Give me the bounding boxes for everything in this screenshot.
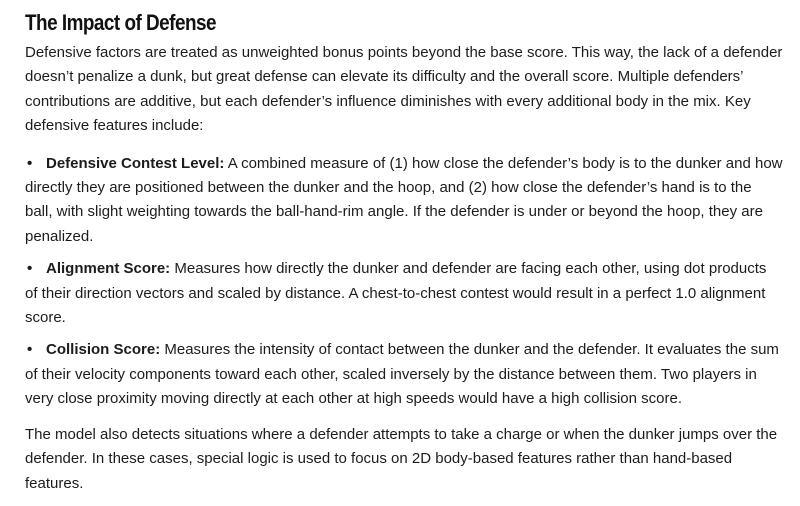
list-item bbox=[25, 257, 783, 330]
feature-term: Alignment Score: bbox=[46, 260, 171, 278]
feature-term: Defensive Contest Level: bbox=[46, 154, 225, 172]
intro-paragraph: Defensive factors are treated as unweighted bonus points beyond the base score. This way, the lack of a defender doesn’t penalize a dunk, but great defense can elevate its difficulty and the overall score. Multiple defenders’ contributions are additive, but each defender’s influence diminishes with every additional body in the mix. Key defensive features include: bbox=[25, 44, 783, 135]
feature-description: Measures the intensity of contact between the dunker and the defender. It evaluates the sum of their velocity components toward each other, scaled inversely by the distance between them. Two players in very close proximity moving directly at each other at high speeds would have a high collision score. bbox=[25, 341, 779, 408]
list-item bbox=[25, 152, 783, 250]
outro-paragraph: The model also detects situations where a defender attempts to take a charge or when the dunker jumps over the defender. In these cases, special logic is used to focus on 2D body-based features rather than hand-based features. bbox=[25, 425, 778, 492]
bullet-icon: • bbox=[27, 260, 33, 278]
defensive-features-list bbox=[25, 152, 783, 412]
feature-term: Collision Score: bbox=[46, 341, 161, 359]
feature-description: A combined measure of (1) how close the defender’s body is to the dunker and how directly they are positioned between the dunker and the hoop, and (2) how close the defender’s hand is to the ball, with slight weighting towards the ball-hand-rim angle. If the defender is under or beyond the hoop, they are penalized. bbox=[25, 154, 783, 245]
list-item bbox=[25, 338, 783, 411]
bullet-icon: • bbox=[27, 341, 33, 359]
section-title: The Impact of Defense bbox=[25, 10, 217, 35]
article-section bbox=[25, 8, 783, 496]
bullet-icon: • bbox=[27, 154, 33, 172]
feature-description: Measures how directly the dunker and defender are facing each other, using dot products of their direction vectors and scaled by distance. A chest-to-chest contest would result in a perfect 1.0 alignment score. bbox=[25, 260, 767, 327]
